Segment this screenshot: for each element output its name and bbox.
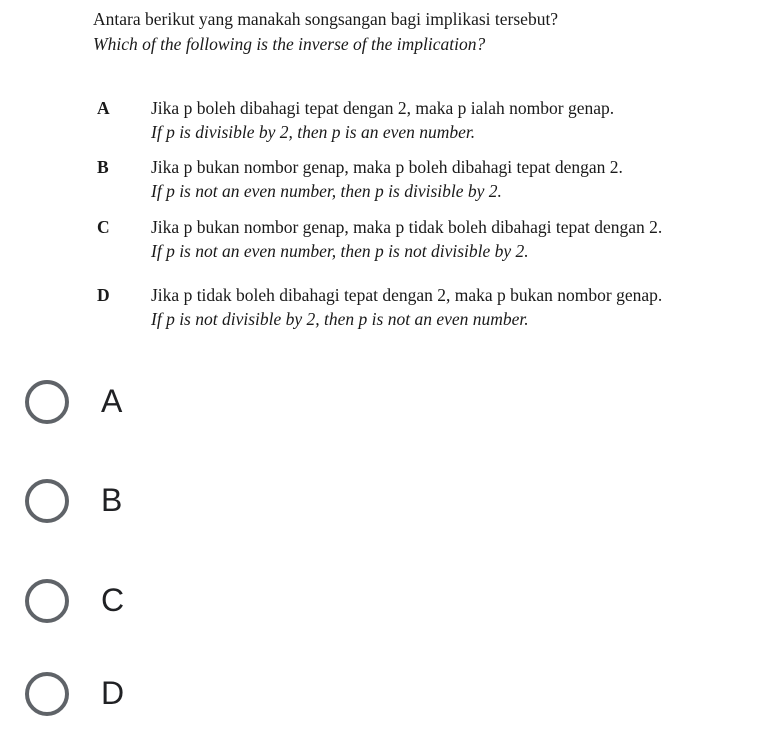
question-english: Which of the following is the inverse of the implication? [93,34,486,54]
option-b-malay: Jika p bukan nombor genap, maka p boleh dibahagi tepat dengan 2. [151,157,623,177]
question-malay: Antara berikut yang manakah songsangan bagi implikasi tersebut? [93,9,559,29]
choice-a-label[interactable]: A [101,383,123,419]
choice-d[interactable] [0,659,765,739]
radio-button-b[interactable] [25,479,69,523]
choice-a[interactable] [0,367,765,447]
option-b-letter: B [97,157,109,177]
radio-button-d[interactable] [25,672,69,716]
option-c-english: If p is not an even number, then p is not divisible by 2. [151,241,529,261]
choice-b[interactable] [0,466,765,546]
option-c-letter: C [97,217,110,237]
option-b-english: If p is not an even number, then p is divisible by 2. [151,181,502,201]
option-d-letter: D [97,285,110,305]
radio-button-a[interactable] [25,380,69,424]
option-d-malay: Jika p tidak boleh dibahagi tepat dengan 2, maka p bukan nombor genap. [151,285,663,305]
choice-b-label[interactable]: B [101,482,123,518]
option-d-english: If p is not divisible by 2, then p is not an even number. [151,309,529,329]
question-image [0,0,765,345]
choice-c[interactable] [0,566,765,646]
option-a-letter: A [97,98,110,118]
answer-choices [0,345,765,740]
choice-c-label[interactable]: C [101,582,125,618]
choice-d-label[interactable]: D [101,675,125,711]
radio-button-c[interactable] [25,579,69,623]
option-a-malay: Jika p boleh dibahagi tepat dengan 2, maka p ialah nombor genap. [151,98,615,118]
option-c-malay: Jika p bukan nombor genap, maka p tidak boleh dibahagi tepat dengan 2. [151,217,663,237]
option-a-english: If p is divisible by 2, then p is an even number. [151,122,476,142]
